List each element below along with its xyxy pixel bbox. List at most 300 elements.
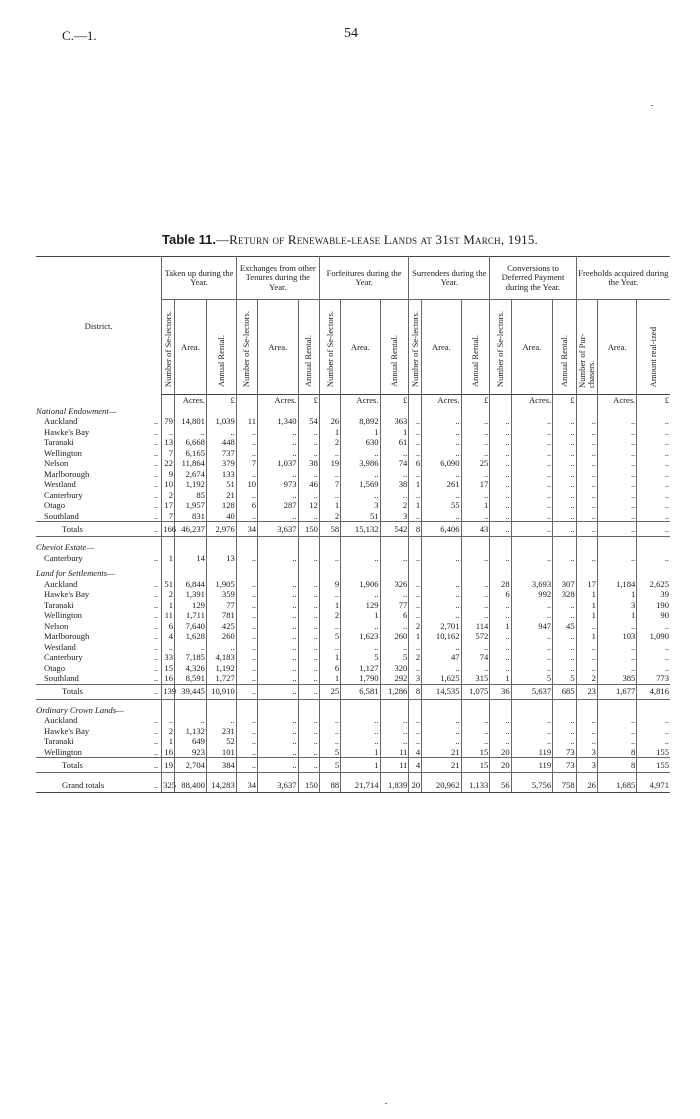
value-cell: 1,340 [258, 416, 298, 427]
value-cell: 38 [298, 458, 319, 469]
value-cell: .. [236, 553, 257, 564]
value-cell: .. [298, 621, 319, 632]
empty-cell [597, 406, 636, 417]
value-cell: .. [258, 579, 298, 590]
value-cell: .. [319, 448, 340, 459]
value-cell: 10,910 [206, 684, 236, 699]
value-cell: 10,162 [422, 631, 461, 642]
empty-cell [490, 542, 511, 553]
value-cell: 2 [319, 511, 340, 522]
value-cell: .. [490, 553, 511, 564]
rental-header-label: Annual Rental. [558, 335, 569, 388]
value-cell: .. [258, 736, 298, 747]
value-cell: .. [258, 652, 298, 663]
value-cell: 155 [637, 747, 670, 758]
empty-cell [422, 406, 461, 417]
empty-cell [380, 568, 409, 579]
value-cell: 4,183 [206, 652, 236, 663]
value-cell: 1 [380, 427, 409, 438]
value-cell: 2 [162, 490, 175, 501]
district-label: Southland [44, 510, 79, 521]
district-label: Nelson [44, 458, 69, 468]
unit-cell: Acres. [597, 395, 636, 406]
value-cell: .. [511, 715, 553, 726]
empty-cell [341, 568, 380, 579]
value-cell: .. [258, 610, 298, 621]
district-cell [36, 684, 162, 699]
value-cell: 9 [162, 469, 175, 480]
value-cell: 17 [461, 479, 490, 490]
value-cell: 4 [409, 747, 422, 758]
value-cell: .. [553, 416, 576, 427]
unit-cell: £ [298, 395, 319, 406]
district-cell [36, 673, 162, 684]
value-cell: .. [461, 469, 490, 480]
page-reference: C.—1. [62, 28, 97, 43]
rental-header-label: Annual Rental. [388, 335, 399, 388]
value-cell: .. [511, 479, 553, 490]
value-cell: .. [206, 427, 236, 438]
value-cell: .. [422, 589, 461, 600]
table-row [36, 726, 670, 737]
group-taken-up-header: Taken up during the Year. [162, 257, 237, 300]
value-cell: .. [380, 642, 409, 653]
leader-dots: .. [153, 578, 159, 589]
value-cell: .. [553, 736, 576, 747]
value-cell: .. [236, 631, 257, 642]
unit-cell [576, 395, 597, 406]
value-cell: .. [576, 511, 597, 522]
empty-cell [637, 406, 670, 417]
value-cell: 992 [511, 589, 553, 600]
value-cell: .. [409, 416, 422, 427]
value-cell: 1 [341, 610, 380, 621]
district-cell [36, 652, 162, 663]
value-cell: 1 [341, 427, 380, 438]
value-cell: 1,133 [461, 778, 490, 793]
value-cell: 1 [409, 500, 422, 511]
value-cell: .. [298, 579, 319, 590]
value-cell: 3,637 [258, 522, 298, 537]
value-cell: .. [597, 448, 636, 459]
value-cell: .. [422, 610, 461, 621]
value-cell: 73 [553, 747, 576, 758]
district-label: Marlborough [44, 468, 90, 479]
value-cell: .. [236, 427, 257, 438]
value-cell: .. [597, 715, 636, 726]
value-cell: .. [461, 490, 490, 501]
empty-cell [576, 542, 597, 553]
empty-cell [206, 542, 236, 553]
empty-cell [422, 705, 461, 716]
empty-cell [553, 568, 576, 579]
district-cell [36, 621, 162, 632]
district-cell [36, 479, 162, 490]
leader-dots: .. [153, 620, 159, 631]
value-cell: 5 [380, 652, 409, 663]
totals-row [36, 684, 670, 699]
value-cell: .. [576, 458, 597, 469]
empty-cell [597, 568, 636, 579]
unit-cell [409, 395, 422, 406]
value-cell: 11,864 [174, 458, 206, 469]
value-cell: 1,957 [174, 500, 206, 511]
empty-cell [409, 542, 422, 553]
leader-dots: .. [153, 746, 159, 757]
selectors-header [319, 300, 340, 395]
value-cell: .. [511, 736, 553, 747]
value-cell: .. [422, 437, 461, 448]
value-cell: 5,637 [511, 684, 553, 699]
value-cell: 8,591 [174, 673, 206, 684]
area-header: Area. [341, 300, 380, 395]
district-cell [36, 416, 162, 427]
table-row [36, 600, 670, 611]
value-cell: 74 [461, 652, 490, 663]
empty-cell [553, 705, 576, 716]
value-cell: 379 [206, 458, 236, 469]
district-cell [36, 610, 162, 621]
value-cell: 14 [174, 553, 206, 564]
value-cell: 55 [422, 500, 461, 511]
value-cell: 831 [174, 511, 206, 522]
table-row [36, 610, 670, 621]
selectors-header-label: Number of Se-lectors. [241, 311, 252, 388]
leader-dots: .. [153, 468, 159, 479]
value-cell: .. [553, 631, 576, 642]
unit-cell: £ [380, 395, 409, 406]
value-cell: 1 [597, 610, 636, 621]
value-cell: .. [461, 715, 490, 726]
value-cell: .. [511, 663, 553, 674]
value-cell: .. [298, 490, 319, 501]
value-cell: .. [174, 642, 206, 653]
section-heading [36, 568, 162, 579]
district-cell [36, 490, 162, 501]
table-title [0, 232, 700, 248]
table-row [36, 715, 670, 726]
value-cell: .. [319, 589, 340, 600]
value-cell: 1 [319, 600, 340, 611]
value-cell: .. [553, 522, 576, 537]
value-cell: .. [409, 469, 422, 480]
unit-cell [490, 395, 511, 406]
value-cell: .. [422, 736, 461, 747]
value-cell: .. [461, 511, 490, 522]
value-cell: .. [422, 469, 461, 480]
district-label: Hawke's Bay [44, 426, 90, 437]
value-cell: 21,714 [341, 778, 380, 793]
table-row [36, 479, 670, 490]
value-cell: 363 [380, 416, 409, 427]
value-cell: .. [298, 663, 319, 674]
district-cell [36, 778, 162, 793]
value-cell: 4,816 [637, 684, 670, 699]
value-cell: .. [461, 663, 490, 674]
value-cell: .. [490, 437, 511, 448]
area-header: Area. [258, 300, 298, 395]
value-cell: .. [637, 642, 670, 653]
value-cell: .. [597, 736, 636, 747]
value-cell: .. [576, 490, 597, 501]
value-cell: 15 [461, 747, 490, 758]
value-cell: .. [553, 479, 576, 490]
selectors-header [236, 300, 257, 395]
table-title-text: —Return of Renewable-lease Lands at 31st March, 1915. [215, 232, 538, 247]
value-cell: 47 [422, 652, 461, 663]
value-cell: 5 [341, 652, 380, 663]
value-cell: 6,090 [422, 458, 461, 469]
value-cell: 1 [319, 500, 340, 511]
district-cell [36, 715, 162, 726]
empty-cell [576, 705, 597, 716]
value-cell: 25 [461, 458, 490, 469]
value-cell: 6,165 [174, 448, 206, 459]
empty-cell [637, 542, 670, 553]
value-cell: 9 [319, 579, 340, 590]
leader-dots: .. [153, 523, 159, 534]
area-header: Area. [422, 300, 461, 395]
value-cell: 3 [341, 500, 380, 511]
value-cell: 1 [319, 427, 340, 438]
unit-cell [162, 395, 175, 406]
district-label: Hawke's Bay [44, 725, 90, 736]
table-row [36, 427, 670, 438]
value-cell: .. [258, 621, 298, 632]
value-cell: 2,674 [174, 469, 206, 480]
value-cell: .. [637, 427, 670, 438]
selectors-header [409, 300, 422, 395]
value-cell: 20,962 [422, 778, 461, 793]
value-cell: 33 [162, 652, 175, 663]
value-cell: .. [319, 553, 340, 564]
empty-cell [380, 542, 409, 553]
value-cell: 39,445 [174, 684, 206, 699]
value-cell: 1 [576, 600, 597, 611]
value-cell: .. [422, 427, 461, 438]
value-cell: .. [258, 437, 298, 448]
empty-cell [341, 406, 380, 417]
value-cell: .. [409, 490, 422, 501]
value-cell: 1,184 [597, 579, 636, 590]
value-cell: 287 [258, 500, 298, 511]
district-label: Otago [44, 662, 66, 673]
value-cell: .. [236, 736, 257, 747]
value-cell: 88 [319, 778, 340, 793]
empty-cell [576, 568, 597, 579]
value-cell: .. [597, 652, 636, 663]
empty-cell [319, 406, 340, 417]
empty-cell [461, 705, 490, 716]
value-cell: .. [341, 589, 380, 600]
value-cell: 26 [576, 778, 597, 793]
value-cell: .. [258, 511, 298, 522]
value-cell: 101 [206, 747, 236, 758]
table-row [36, 553, 670, 564]
value-cell: 7 [319, 479, 340, 490]
value-cell: 1 [409, 631, 422, 642]
table-row [36, 511, 670, 522]
value-cell: .. [298, 437, 319, 448]
empty-cell [511, 705, 553, 716]
value-cell: 6 [236, 500, 257, 511]
value-cell: 1 [461, 500, 490, 511]
grand-totals-row [36, 778, 670, 793]
value-cell: .. [341, 469, 380, 480]
empty-cell [174, 542, 206, 553]
selectors-header [490, 300, 511, 395]
value-cell: 6 [162, 621, 175, 632]
value-cell: .. [162, 427, 175, 438]
empty-cell [162, 705, 175, 716]
value-cell: .. [236, 747, 257, 758]
leader-dots: .. [153, 426, 159, 437]
district-cell [36, 511, 162, 522]
value-cell: 139 [162, 684, 175, 699]
empty-cell [174, 705, 206, 716]
value-cell: 6 [409, 458, 422, 469]
value-cell: 6,668 [174, 437, 206, 448]
table-row [36, 736, 670, 747]
value-cell: .. [490, 663, 511, 674]
value-cell: 737 [206, 448, 236, 459]
value-cell: 425 [206, 621, 236, 632]
value-cell: .. [461, 610, 490, 621]
value-cell: .. [490, 522, 511, 537]
value-cell: .. [511, 416, 553, 427]
value-cell: 1,623 [341, 631, 380, 642]
empty-cell [380, 406, 409, 417]
value-cell: .. [236, 652, 257, 663]
value-cell: 17 [162, 500, 175, 511]
value-cell: 103 [597, 631, 636, 642]
value-cell: .. [637, 479, 670, 490]
empty-cell [162, 406, 175, 417]
value-cell: 7 [162, 448, 175, 459]
district-label: Totals [62, 686, 83, 697]
value-cell: 1,286 [380, 684, 409, 699]
value-cell: 3 [576, 747, 597, 758]
value-cell: 14,535 [422, 684, 461, 699]
value-cell: .. [380, 715, 409, 726]
leader-dots: .. [153, 416, 159, 426]
value-cell: .. [258, 490, 298, 501]
value-cell: 8 [409, 522, 422, 537]
value-cell: .. [597, 522, 636, 537]
value-cell: .. [409, 511, 422, 522]
value-cell: 11 [162, 610, 175, 621]
value-cell: .. [298, 726, 319, 737]
empty-cell [206, 568, 236, 579]
value-cell: .. [236, 758, 257, 773]
unit-cell: Acres. [341, 395, 380, 406]
empty-cell [206, 406, 236, 417]
value-cell: 52 [206, 736, 236, 747]
value-cell: 8,892 [341, 416, 380, 427]
value-cell: .. [637, 736, 670, 747]
value-cell: .. [422, 715, 461, 726]
empty-cell [597, 542, 636, 553]
value-cell: .. [319, 490, 340, 501]
value-cell: 79 [162, 416, 175, 427]
value-cell: 38 [380, 479, 409, 490]
value-cell: 7,640 [174, 621, 206, 632]
value-cell: 77 [380, 600, 409, 611]
empty-cell [298, 705, 319, 716]
value-cell: .. [380, 553, 409, 564]
value-cell: .. [490, 427, 511, 438]
value-cell: .. [258, 673, 298, 684]
value-cell: .. [490, 490, 511, 501]
units-label-cell [36, 395, 162, 406]
district-cell [36, 553, 162, 564]
value-cell: .. [597, 663, 636, 674]
value-cell: .. [319, 469, 340, 480]
value-cell: .. [553, 458, 576, 469]
value-cell: 1 [597, 589, 636, 600]
value-cell: 1,790 [341, 673, 380, 684]
value-cell: 39 [637, 589, 670, 600]
value-cell: 15,132 [341, 522, 380, 537]
value-cell: 40 [206, 511, 236, 522]
value-cell: 2 [319, 437, 340, 448]
value-cell: 1 [490, 621, 511, 632]
value-cell: 1,090 [637, 631, 670, 642]
value-cell: .. [236, 642, 257, 653]
value-cell: 20 [409, 778, 422, 793]
value-cell: .. [422, 642, 461, 653]
leader-dots: .. [153, 652, 159, 662]
value-cell: .. [236, 684, 257, 699]
area-header: Area. [597, 300, 636, 395]
table-body [36, 395, 670, 793]
value-cell: 1,075 [461, 684, 490, 699]
value-cell: .. [258, 553, 298, 564]
value-cell: .. [553, 427, 576, 438]
value-cell: .. [553, 642, 576, 653]
leader-dots: .. [153, 589, 159, 599]
district-label: Westland [44, 641, 76, 652]
value-cell: .. [409, 715, 422, 726]
district-label: Westland [44, 479, 76, 489]
value-cell: .. [597, 479, 636, 490]
value-cell: .. [576, 553, 597, 564]
value-cell: 3 [597, 600, 636, 611]
leader-dots: .. [153, 479, 159, 489]
value-cell: 4,971 [637, 778, 670, 793]
value-cell: .. [422, 600, 461, 611]
value-cell: 1,727 [206, 673, 236, 684]
value-cell: 5 [319, 758, 340, 773]
value-cell: .. [637, 490, 670, 501]
value-cell: 43 [461, 522, 490, 537]
value-cell: .. [298, 427, 319, 438]
leader-dots: .. [153, 662, 159, 673]
value-cell: 292 [380, 673, 409, 684]
empty-cell [553, 406, 576, 417]
value-cell: 129 [341, 600, 380, 611]
value-cell: .. [511, 642, 553, 653]
value-cell: 4 [409, 758, 422, 773]
value-cell: 5 [553, 673, 576, 684]
value-cell: .. [490, 610, 511, 621]
value-cell: 973 [258, 479, 298, 490]
leader-dots: .. [153, 725, 159, 736]
value-cell: .. [637, 511, 670, 522]
value-cell: .. [380, 448, 409, 459]
district-cell [36, 642, 162, 653]
empty-cell [319, 542, 340, 553]
